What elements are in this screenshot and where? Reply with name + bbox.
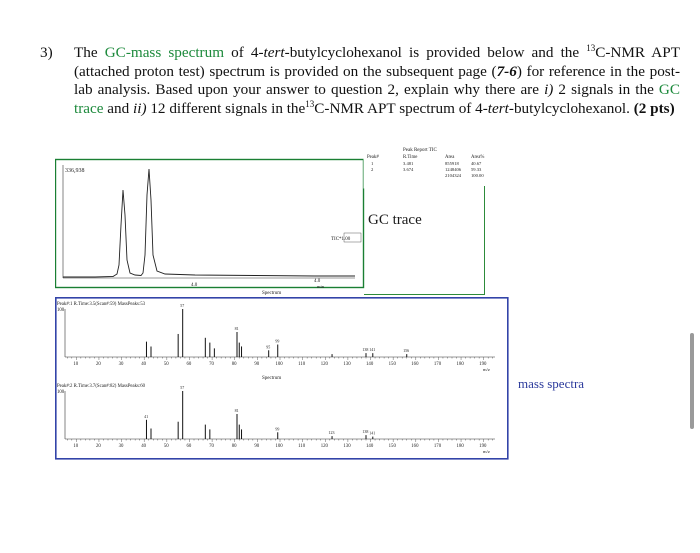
spectrum-title-mid: Spectrum [262, 376, 282, 381]
vertical-scrollbar[interactable] [690, 333, 694, 429]
spectrum-peak-label: 138 [362, 347, 369, 353]
spectrum-tick-label: 100 [275, 444, 283, 449]
spectrum-tick-label: 20 [95, 444, 101, 449]
spectrum-xunit: m/z [483, 449, 490, 454]
text-segment: C-NMR APT (attached proton test) spectrum is provided on the subsequent page ( [74, 44, 680, 80]
italic-i: i) [544, 81, 554, 98]
text-segment: C-NMR APT spectrum of 4- [314, 99, 488, 117]
spectrum-tick-label: 30 [118, 362, 124, 367]
superscript-13: 13 [586, 42, 596, 53]
peak-report-header: R.Time [403, 155, 418, 160]
spectrum-tick-label: 60 [186, 362, 192, 367]
spectrum-tick-label: 160 [411, 444, 419, 449]
spectrum-title-top [260, 297, 279, 298]
spectrum-tick-label: 190 [479, 444, 487, 449]
spectrum-peak-label: 138 [362, 429, 369, 435]
spectrum-tick-label: 130 [343, 362, 351, 367]
spectrum-peak-label: 99 [275, 426, 280, 432]
question-3 [40, 44, 680, 118]
spectrum-tick-label: 170 [433, 444, 442, 449]
peak-report-cell: 2 [371, 167, 374, 172]
text-segment: -butylcyclohexanol. [508, 99, 634, 117]
peak-report-cell: 2104324 [445, 173, 462, 178]
spectrum-peak-label: 123 [328, 430, 335, 436]
gc-mass-spectrum-term: GC-mass spectrum [104, 44, 225, 61]
peak-report-cell: 100.00 [471, 173, 484, 178]
superscript-13: 13 [305, 98, 315, 109]
spectrum-yaxis-label: 100 [57, 308, 65, 313]
spectrum-tick-label: 150 [388, 444, 396, 449]
text-segment: The [74, 44, 105, 61]
peak-report-cell: 1248406 [445, 167, 462, 172]
mass-spectra-label: mass spectra [518, 376, 585, 391]
spectrum-tick-label: 170 [433, 362, 442, 367]
spectrum-tick-label: 150 [388, 362, 396, 367]
spectrum-peak-label: 81 [234, 326, 239, 332]
peak-report-header: Peak# [367, 155, 379, 160]
spectrum-tick-label: 130 [343, 444, 351, 449]
spectrum-tick-label: 50 [163, 444, 169, 449]
peak-report-cell: 59.33 [471, 167, 482, 172]
spectrum-peak-label: 141 [369, 430, 376, 436]
spectrum-tick-label: 160 [411, 362, 419, 367]
spectrum-tick-label: 70 [209, 444, 214, 449]
peak-report-cell: 40.67 [471, 161, 482, 166]
spectrum-tick-label: 190 [479, 362, 487, 367]
spectrum-peak-label: 57 [180, 385, 185, 390]
peak-report-cell: 1 [371, 161, 374, 166]
spectrum-title-upper: Spectrum [262, 291, 282, 296]
spectrum-tick-label: 90 [254, 444, 260, 449]
spectrum-peak-label: 156 [403, 348, 410, 354]
gc-chromatogram [55, 155, 365, 290]
spectrum-tick-label: 110 [298, 444, 306, 449]
spectrum-tick-label: 20 [95, 362, 101, 367]
spectrum-tick-label: 120 [320, 444, 328, 449]
gc-xtick: 4.0 [191, 283, 198, 288]
spectrum-tick-label: 140 [366, 362, 374, 367]
text-segment: 12 different signals in the [146, 99, 306, 117]
spectrum-tick-label: 40 [141, 362, 147, 367]
text-segment: of 4- [224, 44, 264, 61]
spectrum-header: Peak#:2 R.Time:3.7(Scan#:82) MassPeaks:60 [57, 384, 146, 389]
italic-tert: tert [263, 44, 285, 61]
spectrum-xunit: m/z [483, 367, 490, 372]
spectrum-tick-label: 50 [163, 362, 169, 367]
spectrum-peak-label: 57 [180, 303, 185, 308]
spectrum-tick-label: 10 [73, 362, 79, 367]
text-segment: and [103, 99, 134, 117]
peak-report-cell: 3.674 [403, 167, 414, 172]
spectrum-tick-label: 70 [209, 362, 214, 367]
spectrum-tick-label: 40 [141, 444, 147, 449]
spectrum-tick-label: 90 [254, 362, 260, 367]
peak-report-header: Area% [471, 155, 485, 160]
spectrum-tick-label: 180 [456, 444, 464, 449]
gc-tic-label: TIC*1.00 [331, 237, 351, 242]
spectrum-tick-label: 110 [298, 362, 306, 367]
gc-trace-box [364, 186, 485, 295]
text-segment: ) for reference in the post-lab analysis. Based upon your answer to question 2, explain why there are [74, 62, 680, 98]
spectrum-tick-label: 10 [73, 444, 79, 449]
question-body [74, 44, 680, 118]
spectrum-header: Peak#:1 R.Time:3.5(Scan#:59) MassPeaks:53 [57, 302, 146, 307]
gc-frame [56, 160, 364, 288]
spectrum-peak-label: 99 [275, 338, 280, 344]
spectrum-peak-label: 41 [144, 413, 149, 419]
peak-report-title: Peak Report TIC [403, 148, 437, 153]
gc-trace-label: GC trace [368, 212, 422, 228]
points: (2 pts) [633, 99, 675, 117]
spectrum-tick-label: 30 [118, 444, 124, 449]
spectrum-tick-label: 180 [456, 362, 464, 367]
spectrum-peak-label: 141 [369, 347, 376, 353]
spectrum-tick-label: 80 [231, 444, 237, 449]
text-segment: -butylcyclohexanol is provided below and the [284, 44, 587, 61]
question-number: 3) [40, 44, 53, 61]
italic-ii: ii) [133, 99, 147, 117]
spectrum-tick-label: 140 [366, 444, 374, 449]
gc-y-scale: 336,938 [65, 168, 85, 174]
peak-report-table [363, 144, 487, 189]
text-segment: 2 signals in the [553, 81, 659, 98]
spectrum-tick-label: 100 [275, 362, 283, 367]
spectrum-tick-label: 80 [231, 362, 237, 367]
spectrum-peak-label: 95 [266, 344, 271, 350]
peak-report-cell: 3.481 [403, 161, 414, 166]
spectrum-tick-label: 60 [186, 444, 192, 449]
gc-xtick: 4.0 [314, 279, 321, 284]
gc-xunit: min [317, 284, 325, 289]
spectrum-yaxis-label: 100 [57, 390, 65, 395]
page-reference: 7-6 [496, 62, 517, 80]
spectrum-peak-label: 81 [234, 408, 239, 414]
italic-tert: tert [487, 99, 509, 117]
spectrum-tick-label: 120 [320, 362, 328, 367]
peak-report-header: Area [445, 155, 455, 160]
gc-trace-term: GC trace [74, 81, 680, 117]
peak-report-cell: 855918 [445, 161, 459, 166]
mass-spectra-panel [55, 297, 510, 461]
mass-spectra-frame [56, 298, 508, 459]
